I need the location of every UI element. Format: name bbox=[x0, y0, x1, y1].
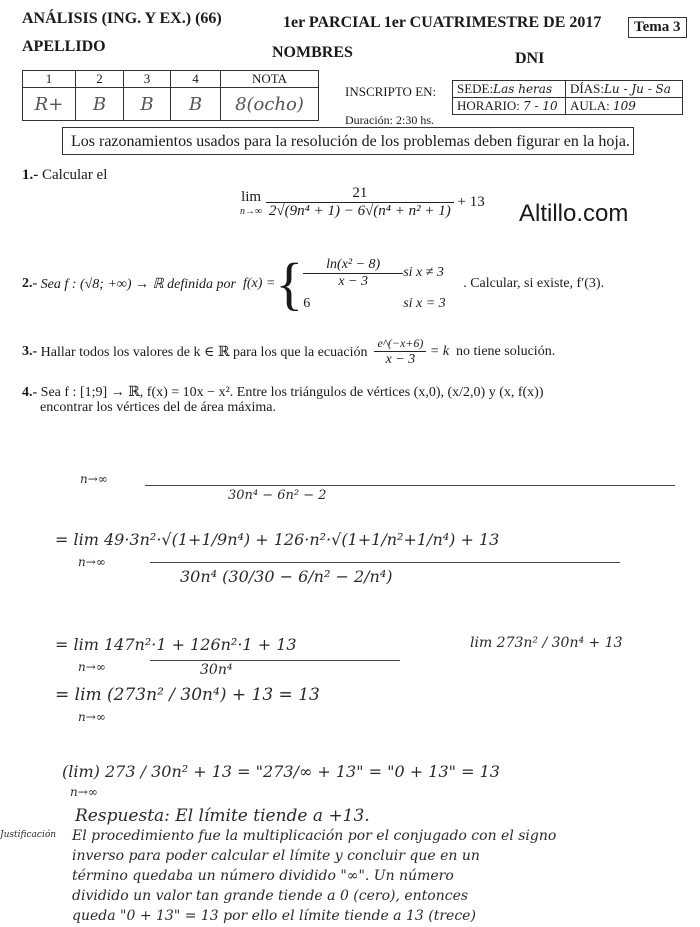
tema-badge: Tema 3 bbox=[628, 17, 687, 38]
problem-1-formula bbox=[240, 185, 485, 220]
grade-header: 4 bbox=[171, 71, 221, 88]
problem-tail: no tiene solución. bbox=[456, 344, 556, 359]
sede-label: SEDE: bbox=[457, 81, 494, 96]
hw-justification: queda "0 + 13" = 13 por ello el límite tiende a 13 (trece) bbox=[72, 908, 476, 924]
dias-value: Lu - Ju - Sa bbox=[603, 82, 671, 96]
sede-value: Las heras bbox=[493, 82, 553, 96]
horario-value: 7 - 10 bbox=[523, 99, 558, 113]
case2-cond: si x = 3 bbox=[403, 295, 446, 311]
grade-header: 3 bbox=[124, 71, 171, 88]
problem-2 bbox=[22, 248, 604, 320]
grade-value: B bbox=[76, 88, 124, 121]
grade-nota: 8(ocho) bbox=[221, 88, 319, 121]
case1-num: ln(x² − 8) bbox=[326, 256, 381, 272]
hw-margin-note: Justificación bbox=[0, 830, 57, 840]
hw-line-3-right: lim 273n² / 30n⁴ + 13 bbox=[470, 635, 623, 651]
grade-value: B bbox=[124, 88, 171, 121]
problem-4 bbox=[22, 384, 544, 401]
problem-text: Sea f : [1;9] → ℝ, f(x) = 10x − x². Entre los triángulos de vértices (x,0), (x/2,0) y (x, f(x)) bbox=[40, 385, 544, 400]
eq-den: x − 3 bbox=[374, 351, 426, 368]
denominator: 2√(9n⁴ + 1) − 6√(n⁴ + n² + 1) bbox=[266, 202, 454, 220]
aula-value: 109 bbox=[612, 99, 636, 113]
hw-line-3: = lim 147n²·1 + 126n²·1 + 13 bbox=[55, 635, 297, 654]
function-label: f(x) = bbox=[242, 276, 276, 291]
problem-number: 1.- bbox=[22, 167, 39, 183]
exam-title: 1er PARCIAL 1er CUATRIMESTRE DE 2017 bbox=[283, 14, 602, 31]
horario-label: HORARIO: bbox=[457, 98, 520, 113]
hw-sub: n→∞ bbox=[70, 785, 98, 799]
hw-line-5: (lim) 273 / 30n² + 13 = "273/∞ + 13" = "0 + 13" = 13 bbox=[62, 762, 500, 781]
hw-answer: Respuesta: El límite tiende a +13. bbox=[75, 806, 370, 826]
eq-num: e^(−x+6) bbox=[377, 336, 424, 350]
grade-header: NOTA bbox=[221, 71, 319, 88]
watermark-logo: Altillo.com bbox=[519, 200, 629, 227]
brace-icon: { bbox=[275, 251, 304, 316]
problem-number: 3.- bbox=[22, 344, 38, 359]
problem-tail: . Calcular, si existe, f′(3). bbox=[463, 276, 605, 291]
duracion: Duración: 2:30 hs. bbox=[345, 113, 434, 127]
grade-header: 2 bbox=[76, 71, 124, 88]
hw-justification: dividido un valor tan grande tiende a 0 (cero), entonces bbox=[72, 888, 469, 904]
formula-tail: + 13 bbox=[457, 193, 485, 210]
instructions-note: Los razonamientos usados para la resolución de los problemas deben figurar en la hoja. bbox=[62, 127, 634, 155]
hw-sub: n→∞ bbox=[80, 472, 108, 486]
aula-label: AULA: bbox=[570, 98, 610, 113]
hw-denominator: 30n⁴ bbox=[200, 662, 233, 678]
numerator: 21 bbox=[352, 185, 368, 201]
course-title: ANÁLISIS (ING. Y EX.) (66) bbox=[22, 10, 222, 27]
problem-1-intro bbox=[22, 167, 107, 184]
grade-value: B bbox=[171, 88, 221, 121]
grade-header: 1 bbox=[23, 71, 76, 88]
case2-value: 6 bbox=[303, 295, 311, 311]
eq-tail: = k bbox=[429, 344, 450, 359]
problem-4-line2: encontrar los vértices del de área máxima. bbox=[40, 400, 276, 415]
case1-cond: si x ≠ 3 bbox=[403, 265, 444, 280]
hw-denominator: 30n⁴ (30/30 − 6/n² − 2/n⁴) bbox=[180, 567, 393, 586]
hw-justification: El procedimiento fue la multiplicación por el conjugado con el signo bbox=[72, 828, 557, 844]
grade-value: R+ bbox=[23, 88, 76, 121]
dias-label: DÍAS: bbox=[570, 81, 604, 96]
problem-text: Calcular el bbox=[42, 167, 108, 183]
hw-justification: inverso para poder calcular el límite y concluir que en un bbox=[72, 848, 480, 864]
hw-sub: n→∞ bbox=[78, 710, 106, 724]
dni-label: DNI bbox=[515, 50, 545, 67]
problem-text: Sea f : (√8; +∞) → ℝ definida por bbox=[40, 276, 236, 292]
hw-sub: n→∞ bbox=[78, 660, 106, 674]
problem-text: Hallar todos los valores de k ∈ ℝ para los que la ecuación bbox=[40, 344, 368, 360]
problem-number: 4.- bbox=[22, 385, 38, 400]
hw-denominator: 30n⁴ − 6n² − 2 bbox=[228, 488, 327, 503]
hw-justification: término quedaba un número dividido "∞". Un número bbox=[72, 868, 454, 884]
lim: lim bbox=[241, 188, 262, 205]
grades-table bbox=[22, 70, 319, 121]
problem-3 bbox=[22, 332, 555, 372]
inscripto-table bbox=[452, 80, 683, 115]
lim-sub: n→∞ bbox=[240, 205, 263, 217]
hw-line-2: = lim 49·3n²·√(1+1/9n⁴) + 126·n²·√(1+1/n²+1/n⁴) + 13 bbox=[55, 530, 500, 549]
case1-den: x − 3 bbox=[303, 273, 403, 290]
hw-line-4: = lim (273n² / 30n⁴) + 13 = 13 bbox=[55, 685, 320, 705]
hw-sub: n→∞ bbox=[78, 555, 106, 569]
apellido-label: APELLIDO bbox=[22, 38, 106, 55]
nombres-label: NOMBRES bbox=[272, 44, 353, 61]
inscripto-label: INSCRIPTO EN: bbox=[345, 84, 437, 99]
problem-number: 2.- bbox=[22, 276, 38, 291]
